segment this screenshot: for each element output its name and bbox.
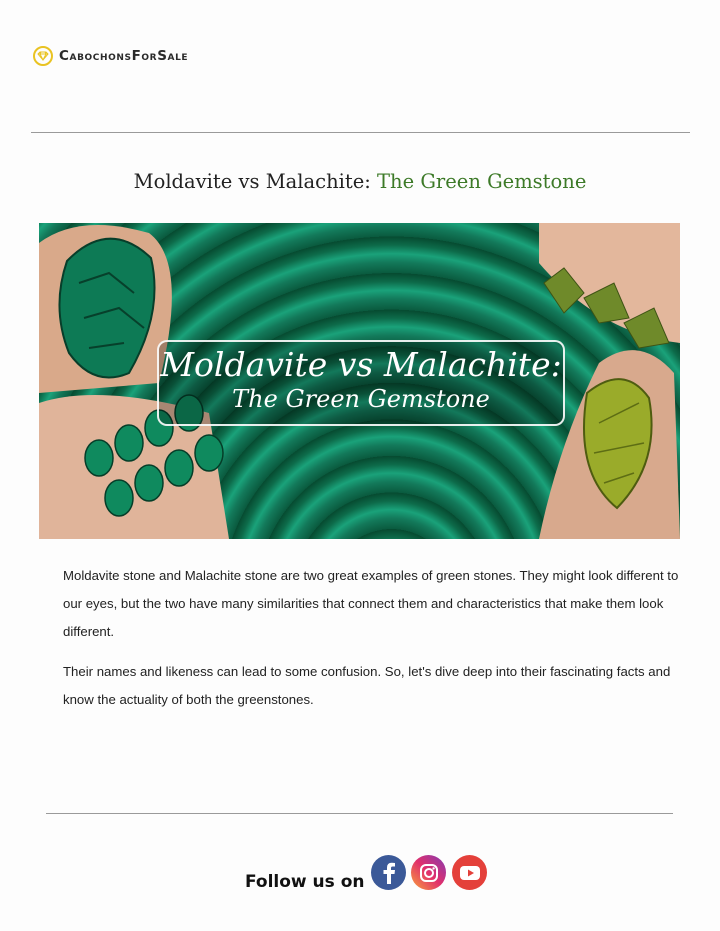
follow-us-label: Follow us on: [245, 872, 365, 892]
intro-paragraph: Moldavite stone and Malachite stone are two great examples of green stones. They might look different to our eyes, but the two have many similarities that connect them and characteristics that make them look different.: [63, 568, 679, 639]
title-main: Moldavite vs Malachite:: [133, 170, 371, 193]
footer-divider: [46, 813, 673, 814]
hero-image: [39, 223, 680, 539]
brand-name: CabochonsForSale: [59, 48, 189, 64]
hero-title-line2: The Green Gemstone: [232, 385, 490, 413]
gem-logo-icon: [33, 46, 53, 66]
hero-title-box: [157, 340, 565, 426]
second-paragraph: Their names and likeness can lead to some confusion. So, let's dive deep into their fascinating facts and know the actuality of both the greenstones.: [63, 664, 671, 707]
brand-logo[interactable]: [33, 46, 188, 66]
header-divider: [31, 132, 690, 133]
instagram-icon[interactable]: [411, 855, 446, 890]
hero-title-line1: Moldavite vs Malachite:: [160, 345, 562, 384]
youtube-icon[interactable]: [452, 855, 487, 890]
page-title: [0, 170, 720, 193]
title-accent: The Green Gemstone: [377, 170, 587, 193]
facebook-icon[interactable]: [371, 855, 406, 890]
